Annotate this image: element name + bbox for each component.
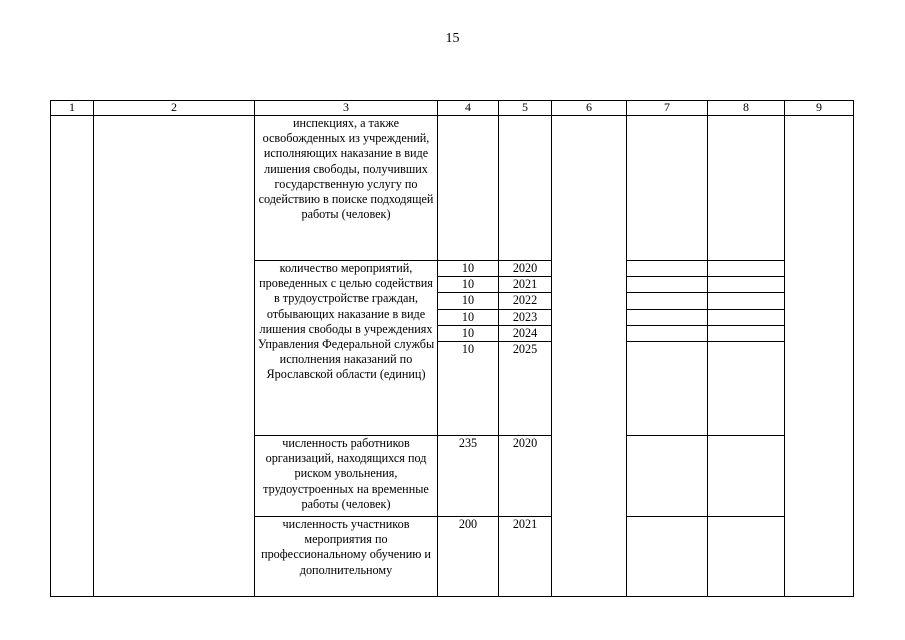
column-header: 1 xyxy=(51,101,94,116)
table-header-row xyxy=(51,101,854,116)
cell-col6 xyxy=(552,116,627,597)
cell-col7 xyxy=(627,261,708,277)
cell-col8 xyxy=(708,261,785,277)
year-cell xyxy=(499,116,552,261)
column-header: 9 xyxy=(785,101,854,116)
column-header: 8 xyxy=(708,101,785,116)
column-header: 6 xyxy=(552,101,627,116)
cell-col7 xyxy=(627,517,708,597)
year-cell: 2023 xyxy=(499,309,552,325)
year-cell: 2025 xyxy=(499,342,552,436)
column-header: 4 xyxy=(438,101,499,116)
column-header: 2 xyxy=(94,101,255,116)
cell-col8 xyxy=(708,293,785,309)
cell-col8 xyxy=(708,309,785,325)
cell-col1 xyxy=(51,116,94,597)
year-cell: 2021 xyxy=(499,277,552,293)
cell-col8 xyxy=(708,277,785,293)
cell-col8 xyxy=(708,517,785,597)
table-row xyxy=(51,116,854,261)
value-cell: 10 xyxy=(438,261,499,277)
year-cell: 2020 xyxy=(499,436,552,517)
cell-col7 xyxy=(627,309,708,325)
year-cell: 2022 xyxy=(499,293,552,309)
cell-col8 xyxy=(708,116,785,261)
column-header: 7 xyxy=(627,101,708,116)
value-cell: 10 xyxy=(438,277,499,293)
cell-col2 xyxy=(94,116,255,597)
value-cell: 10 xyxy=(438,342,499,436)
cell-col7 xyxy=(627,116,708,261)
cell-col7 xyxy=(627,436,708,517)
value-cell: 200 xyxy=(438,517,499,597)
indicator-cell: численность участников мероприятия по профессиональному обучению и дополнительному xyxy=(255,517,438,597)
value-cell: 10 xyxy=(438,325,499,341)
value-cell: 10 xyxy=(438,293,499,309)
value-cell xyxy=(438,116,499,261)
indicator-cell: инспекциях, а также освобожденных из учреждений, исполняющих наказание в виде лишения свободы, получивших государственную услугу по содействию в поиске подходящей работы (человек) xyxy=(255,116,438,261)
column-header: 3 xyxy=(255,101,438,116)
value-cell: 235 xyxy=(438,436,499,517)
cell-col7 xyxy=(627,325,708,341)
year-cell: 2024 xyxy=(499,325,552,341)
cell-col7 xyxy=(627,277,708,293)
indicator-cell: количество мероприятий, проведенных с целью содействия в трудоустройстве граждан, отбывающих наказание в виде лишения свободы в учреждениях Управления Федеральной службы исполнения наказаний по Ярославской области (единиц) xyxy=(255,261,438,436)
cell-col9 xyxy=(785,116,854,597)
cell-col8 xyxy=(708,436,785,517)
column-header: 5 xyxy=(499,101,552,116)
page-number: 15 xyxy=(445,31,460,46)
document-table xyxy=(50,100,854,597)
value-cell: 10 xyxy=(438,309,499,325)
cell-col8 xyxy=(708,325,785,341)
indicator-cell: численность работников организаций, находящихся под риском увольнения, трудоустроенных на временные работы (человек) xyxy=(255,436,438,517)
cell-col8 xyxy=(708,342,785,436)
cell-col7 xyxy=(627,342,708,436)
cell-col7 xyxy=(627,293,708,309)
year-cell: 2021 xyxy=(499,517,552,597)
year-cell: 2020 xyxy=(499,261,552,277)
